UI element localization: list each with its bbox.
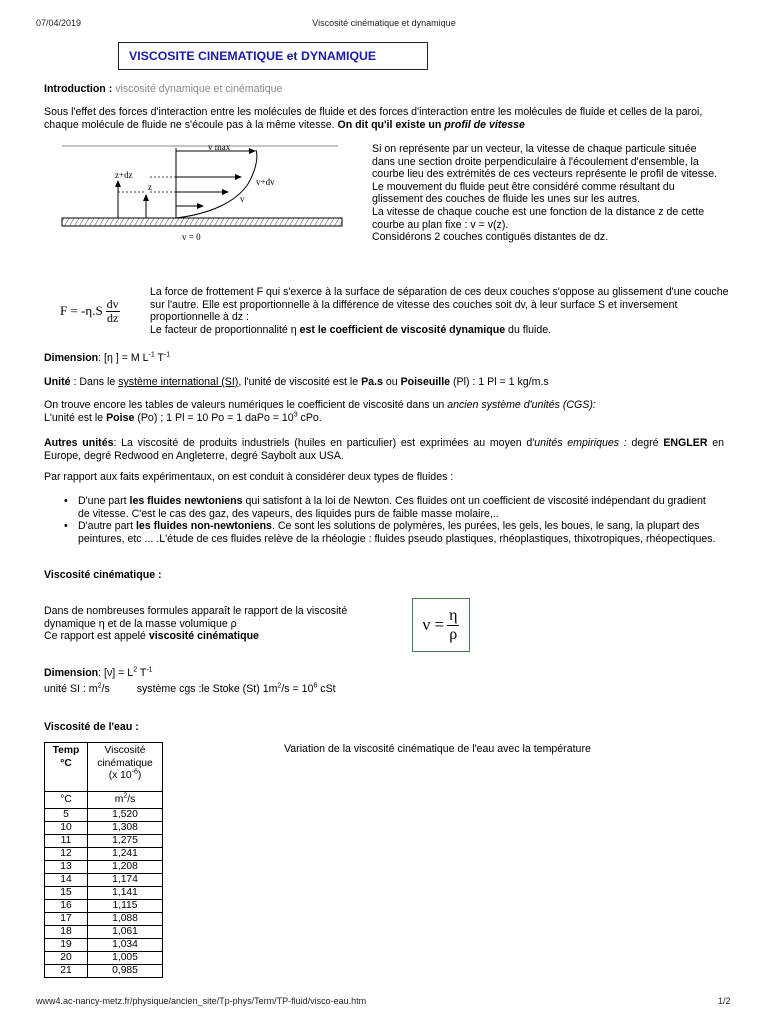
table-row: 20 1,005 xyxy=(45,952,163,965)
intro-paragraph: Sous l'effet des forces d'interaction entre les molécules de fluide et des forces d'interaction entre les molécules de fluide et celles de la paroi, chaque molécule de fluide ne s'écoule pas à la même vitesse. On dit qu'il existe un profil de vitesse xyxy=(44,106,703,131)
print-url: www4.ac-nancy-metz.fr/physique/ancien_site/Tp-phys/Term/TP-fluid/visco-eau.htm xyxy=(36,996,367,1006)
kinematic-heading: Viscosité cinématique : xyxy=(44,569,162,581)
label-v-zero: v = 0 xyxy=(182,232,201,242)
unit-si: Unité : Dans le système international (SI), l'unité de viscosité est le Pa.s ou Poiseuille (Pl) : 1 Pl = 1 kg/m.s xyxy=(44,376,549,388)
fluids-intro: Par rapport aux faits expérimentaux, on est conduit à considérer deux types de fluides : xyxy=(44,471,454,483)
list-item: • D'une part les fluides newtoniens qui satisfont à la loi de Newton. Ces fluides ont un coefficient de viscosité indépendant du gradient de vitesse. C'est le cas des gaz, des vapeurs, des liquides purs de faible masse molaire,.. xyxy=(78,495,718,520)
list-item: • D'autre part les fluides non-newtoniens. Ce sont les solutions de polymères, les purées, les gels, les boues, le sang, la plupart des peintures, etc ... .L'étude de ces fluides relève de la rhéologie : fluides pseudo plastiques, rhéoplastiques, thixotropiques, rhéopectiques. xyxy=(78,520,718,545)
profile-explanation: Si on représente par un vecteur, la vitesse de chaque particule située dans une section droite perpendiculaire à l'écoulement d'ensemble, la courbe lieu des extrémités de ces vecteurs représente le profil de vitesse. Le mouvement du fluide peut être considéré comme résultant du glissement des couches de fluide les unes sur les autres. La vitesse de chaque couche est une fonction de la distance z de cette courbe au plan fixe : v = v(z). Considérons 2 couches contiguës distantes de dz. xyxy=(372,143,718,244)
print-doc-title: Viscosité cinématique et dynamique xyxy=(312,18,456,28)
print-date: 07/04/2019 xyxy=(36,18,82,28)
formula-friction: F = -η.S dv dz xyxy=(60,297,119,325)
table-row: 17 1,088 xyxy=(45,913,163,926)
velocity-profile-diagram xyxy=(60,138,360,246)
page-title-box xyxy=(118,42,428,70)
table-row: 19 1,034 xyxy=(45,939,163,952)
table-row: 5 1,520 xyxy=(45,809,163,822)
table-row: 21 0,985 xyxy=(45,965,163,978)
label-v: v xyxy=(240,194,245,204)
cgs-units: On trouve encore les tables de valeurs numériques le coefficient de viscosité dans un ancien système d'unités (CGS): L'unité est le Poise (Po) ; 1 Pl = 10 Po = 1 daPo = $10^3$ cPo. xyxy=(44,399,596,424)
intro-link[interactable]: viscosité dynamique et cinématique xyxy=(115,83,283,95)
other-units: Autres unités: La viscosité de produits industriels (huiles en particulier) est exprimées au moyen d'unités empiriques : degré ENGLER en Europe, degré Redwood en Angleterre, degré Saybolt aux USA. xyxy=(44,437,725,462)
table-row: 16 1,115 xyxy=(45,900,163,913)
dimension-kinematic: Dimension: $[\nu] = L^2$ $T^{-1}$ xyxy=(44,666,153,679)
fluids-list xyxy=(78,495,718,545)
label-v-dv: v+dv xyxy=(256,177,275,187)
table-row: 14 1,174 xyxy=(45,874,163,887)
table-unit-row: °C $m^2/s$ xyxy=(45,792,163,809)
intro-label: Introduction : xyxy=(44,83,113,95)
label-z: z xyxy=(148,182,152,192)
intro-line xyxy=(44,83,282,96)
label-vmax: v max xyxy=(208,142,231,152)
water-viscosity-table xyxy=(44,742,163,978)
water-heading: Viscosité de l'eau : xyxy=(44,721,139,733)
table-row: 18 1,061 xyxy=(45,926,163,939)
label-z-dz: z+dz xyxy=(115,170,133,180)
table-row: 11 1,275 xyxy=(45,835,163,848)
water-chart-caption: Variation de la viscosité cinématique de l'eau avec la température xyxy=(284,743,591,755)
friction-paragraph: La force de frottement F qui s'exerce à la surface de séparation de ces deux couches s'oppose au glissement d'une couche sur l'autre. Elle est proportionnelle à la différence de vitesse des couches soit dv, à leur surface S et inversement proportionnelle à dz : Le facteur de proportionnalité η est le coefficient de viscosité dynamique du fluide. xyxy=(150,286,729,336)
print-page-number: 1/2 xyxy=(718,996,731,1006)
table-header-row: Temp °C Viscosité cinématique (x $10^{-6}$) xyxy=(45,743,163,792)
kinematic-units: unité SI : $m^2/s$ système cgs :le Stoke (St) $1m^2/s = 10^6$ cSt xyxy=(44,682,336,695)
table-row: 10 1,308 xyxy=(45,822,163,835)
fixed-plane xyxy=(62,218,342,226)
table-row: 15 1,141 xyxy=(45,887,163,900)
table-row: 13 1,208 xyxy=(45,861,163,874)
dimension-dynamic: Dimension: [η ] = M $L^{-1}$ $T^{-1}$ xyxy=(44,351,171,364)
si-link[interactable]: système international (SI) xyxy=(118,376,239,388)
table-row: 12 1,241 xyxy=(45,848,163,861)
kinematic-paragraph: Dans de nombreuses formules apparaît le rapport de la viscosité dynamique η et de la masse volumique ρ Ce rapport est appelé viscosité cinématique xyxy=(44,605,348,643)
page-title: VISCOSITE CINEMATIQUE et DYNAMIQUE xyxy=(129,49,377,63)
velocity-profile-curve xyxy=(176,150,257,218)
kinematic-formula-box: ν = $\frac{\eta}{\rho}$ xyxy=(412,598,470,652)
